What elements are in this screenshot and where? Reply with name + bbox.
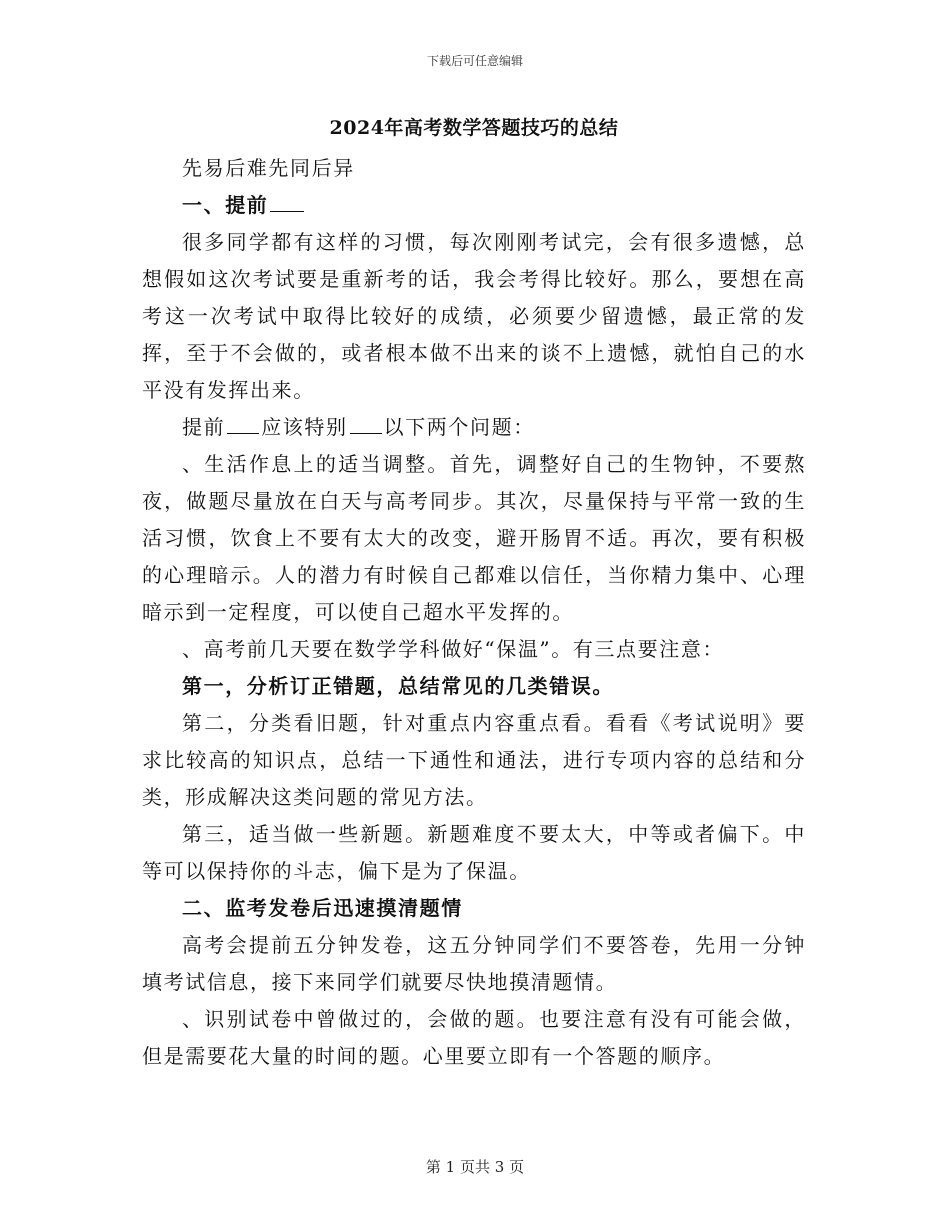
fill-blank	[227, 415, 259, 434]
document-title: 2024年高考数学答题技巧的总结	[329, 117, 619, 139]
paragraph-warmup: 、高考前几天要在数学学科做好“保温”。有三点要注意：	[182, 637, 725, 661]
paragraph-two-questions	[142, 409, 806, 446]
document-body	[142, 112, 806, 1075]
text-part: 以下两个问题：	[383, 415, 535, 439]
point-first: 第一，分析订正错题，总结常见的几类错误。	[182, 674, 614, 698]
point-third: 第三，适当做一些新题。新题难度不要太大，中等或者偏下。中等可以保持你的斗志，偏下是为了保温。	[142, 822, 806, 883]
paragraph-routine: 、生活作息上的适当调整。首先，调整好自己的生物钟，不要熬夜，做题尽量放在白天与高考同步。其次，尽量保持与平常一致的生活习惯，饮食上不要有太大的改变，避开肠胃不适。再次，要有积极的心理暗示。人的潜力有时候自己都难以信任，当你精力集中、心理暗示到一定程度，可以使自己超水平发挥的。	[142, 452, 806, 624]
section-heading-2: 二、监考发卷后迅速摸清题情	[182, 896, 463, 920]
point-second: 第二，分类看旧题，针对重点内容重点看。看看《考试说明》要求比较高的知识点，总结一下通性和通法，进行专项内容的总结和分类，形成解决这类问题的常见方法。	[142, 711, 806, 809]
paragraph-identify: 、识别试卷中曾做过的，会做的题。也要注意有没有可能会做，但是需要花大量的时间的题。心里要立即有一个答题的顺序。	[142, 1007, 806, 1068]
page-header: 下载后可任意编辑	[426, 54, 523, 68]
fill-blank	[270, 193, 304, 212]
section-heading-1	[142, 187, 806, 224]
text-part: 应该特别	[261, 415, 348, 439]
paragraph-subtitle: 先易后难先同后异	[182, 156, 355, 180]
page-footer: 第 1 页共 3 页	[425, 1158, 525, 1176]
section-heading-1-text: 一、提前	[182, 193, 269, 217]
paragraph-intro: 很多同学都有这样的习惯，每次刚刚考试完，会有很多遗憾，总想假如这次考试要是重新考的话，我会考得比较好。那么，要想在高考这一次考试中取得比较好的成绩，必须要少留遗憾，最正常的发挥，至于不会做的，或者根本做不出来的谈不上遗憾，就怕自己的水平没有发挥出来。	[142, 230, 806, 402]
paragraph-exam-start: 高考会提前五分钟发卷，这五分钟同学们不要答卷，先用一分钟填考试信息，接下来同学们就要尽快地摸清题情。	[142, 933, 806, 994]
text-part: 提前	[182, 415, 226, 439]
fill-blank	[350, 415, 382, 434]
